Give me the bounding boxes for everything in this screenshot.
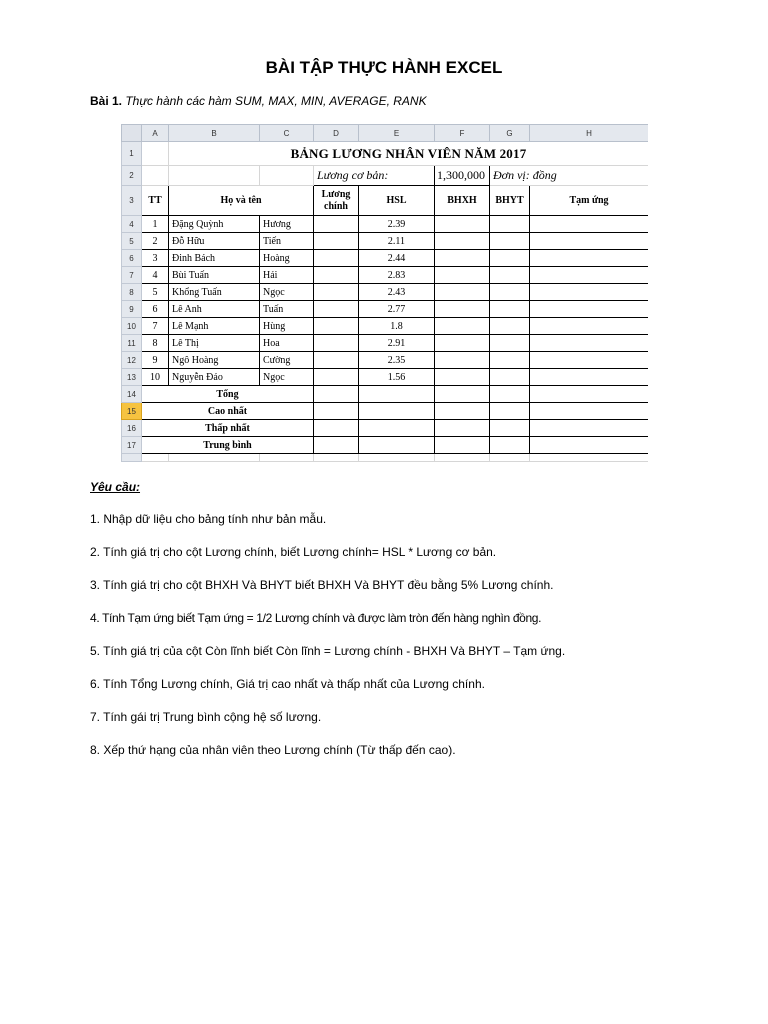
summary-cell[interactable] [490,386,530,403]
cell-main-salary[interactable] [314,352,359,369]
cell-last-name[interactable]: Bùi Tuấn [169,267,260,284]
row-number[interactable]: 8 [122,284,142,301]
sheet-row-1 [122,142,649,166]
cell-last-name[interactable]: Nguyễn Đảo [169,369,260,386]
summary-cell[interactable] [490,437,530,454]
table-row [122,284,649,301]
summary-row-total [122,386,649,403]
table-row [122,216,649,233]
cell-bhyt[interactable] [490,335,530,352]
table-row [122,369,649,386]
summary-cell[interactable] [314,403,359,420]
summary-cell[interactable] [314,386,359,403]
cell-bhyt[interactable] [490,267,530,284]
cell-main-salary[interactable] [314,318,359,335]
requirement-item: 1. Nhập dữ liệu cho bảng tính như bản mẫu. [90,512,327,526]
summary-cell[interactable] [435,386,490,403]
sheet-row-partial [122,454,649,462]
summary-row-min [122,420,649,437]
table-row [122,335,649,352]
summary-cell[interactable] [314,420,359,437]
requirement-item: 3. Tính giá trị cho cột BHXH Và BHYT biết BHXH Và BHYT đều bằng 5% Lương chính. [90,578,554,592]
row-number[interactable]: 2 [122,166,142,186]
requirement-item: 7. Tính gái trị Trung bình cộng hệ số lương. [90,710,322,724]
header-bhxh[interactable]: BHXH [435,186,490,216]
summary-cell[interactable] [530,403,649,420]
summary-cell[interactable] [359,386,435,403]
summary-cell[interactable] [359,403,435,420]
cell-hsl[interactable]: 2.44 [359,250,435,267]
summary-cell[interactable] [490,403,530,420]
cell-bhxh[interactable] [435,301,490,318]
cell-first-name[interactable]: Tiến [260,233,314,250]
row-number[interactable]: 12 [122,352,142,369]
col-header-b[interactable]: B [169,125,260,142]
row-number[interactable]: 4 [122,216,142,233]
summary-cell[interactable] [530,386,649,403]
header-bhyt[interactable]: BHYT [490,186,530,216]
summary-cell[interactable] [359,437,435,454]
table-row [122,267,649,284]
cell-advance[interactable] [530,250,649,267]
cell-tt[interactable]: 2 [142,233,169,250]
cell-bhxh[interactable] [435,250,490,267]
table-row [122,250,649,267]
requirement-item: 2. Tính giá trị cho cột Lương chính, biết Lương chính= HSL * Lương cơ bản. [90,545,497,559]
col-header-e[interactable]: E [359,125,435,142]
sheet-title[interactable]: BẢNG LƯƠNG NHÂN VIÊN NĂM 2017 [169,142,649,166]
cell-last-name[interactable]: Lê Mạnh [169,318,260,335]
header-name[interactable]: Họ và tên [169,186,314,216]
spreadsheet-image [121,124,648,462]
summary-label[interactable]: Trung bình [142,437,314,454]
cell-advance[interactable] [530,318,649,335]
cell-bhyt[interactable] [490,369,530,386]
table-row [122,233,649,250]
cell-last-name[interactable]: Ngô Hoàng [169,352,260,369]
summary-cell[interactable] [530,420,649,437]
summary-cell[interactable] [490,420,530,437]
cell-advance[interactable] [530,216,649,233]
cell-last-name[interactable]: Đinh Bách [169,250,260,267]
row-number[interactable]: 3 [122,186,142,216]
sheet-row-2 [122,166,649,186]
base-salary-label[interactable]: Lương cơ bản: [314,166,435,186]
column-header-row [122,125,649,142]
cell-bhyt[interactable] [490,216,530,233]
row-number[interactable]: 7 [122,267,142,284]
row-number[interactable]: 14 [122,386,142,403]
table-row [122,352,649,369]
col-header-f[interactable]: F [435,125,490,142]
cell-advance[interactable] [530,352,649,369]
cell-bhxh[interactable] [435,335,490,352]
cell-first-name[interactable]: Hoa [260,335,314,352]
requirements-heading: Yêu cầu: [90,480,141,494]
cell-tt[interactable]: 1 [142,216,169,233]
cell-bhxh[interactable] [435,318,490,335]
cell-main-salary[interactable] [314,267,359,284]
cell-last-name[interactable]: Khổng Tuấn [169,284,260,301]
cell-first-name[interactable]: Ngọc [260,284,314,301]
cell-hsl[interactable]: 2.91 [359,335,435,352]
row-number[interactable]: 13 [122,369,142,386]
row-number[interactable]: 9 [122,301,142,318]
cell-hsl[interactable]: 1.56 [359,369,435,386]
cell-last-name[interactable]: Đặng Quỳnh [169,216,260,233]
cell-first-name[interactable]: Hùng [260,318,314,335]
cell-bhyt[interactable] [490,352,530,369]
cell-last-name[interactable]: Lê Anh [169,301,260,318]
base-salary-value[interactable]: 1,300,000 [435,166,490,186]
cell-first-name[interactable]: Hải [260,267,314,284]
summary-label[interactable]: Cao nhất [142,403,314,420]
row-number[interactable] [122,454,142,462]
cell-last-name[interactable]: Lê Thị [169,335,260,352]
cell-first-name[interactable]: Ngọc [260,369,314,386]
summary-cell[interactable] [435,403,490,420]
header-hsl[interactable]: HSL [359,186,435,216]
summary-row-max [122,403,649,420]
col-header-c[interactable]: C [260,125,314,142]
cell-tt[interactable]: 10 [142,369,169,386]
cell-advance[interactable] [530,369,649,386]
cell-first-name[interactable]: Cường [260,352,314,369]
header-tt[interactable]: TT [142,186,169,216]
summary-cell[interactable] [314,437,359,454]
cell-advance[interactable] [530,233,649,250]
cell-hsl[interactable]: 2.83 [359,267,435,284]
cell-hsl[interactable]: 2.35 [359,352,435,369]
cell-hsl[interactable]: 1.8 [359,318,435,335]
header-main-salary[interactable]: Lương chính [314,186,359,216]
cell-first-name[interactable]: Hương [260,216,314,233]
unit-label[interactable]: Đơn vị: đồng [490,166,649,186]
cell-last-name[interactable]: Đỗ Hữu [169,233,260,250]
cell-bhxh[interactable] [435,352,490,369]
cell-bhxh[interactable] [435,284,490,301]
cell-main-salary[interactable] [314,233,359,250]
exercise-text: Thực hành các hàm SUM, MAX, MIN, AVERAGE, RANK [122,94,427,108]
cell-tt[interactable]: 4 [142,267,169,284]
cell-first-name[interactable]: Tuấn [260,301,314,318]
summary-label[interactable]: Thấp nhất [142,420,314,437]
cell-main-salary[interactable] [314,250,359,267]
row-number[interactable]: 17 [122,437,142,454]
cell-first-name[interactable]: Hoàng [260,250,314,267]
row-number[interactable]: 16 [122,420,142,437]
cell-tt[interactable]: 3 [142,250,169,267]
row-number[interactable]: 11 [122,335,142,352]
exercise-line [90,94,427,108]
select-all-corner[interactable] [122,125,142,142]
summary-cell[interactable] [359,420,435,437]
cell-main-salary[interactable] [314,284,359,301]
exercise-label: Bài 1. [90,94,123,108]
summary-row-average [122,437,649,454]
sheet-row-3 [122,186,649,216]
cell-tt[interactable]: 6 [142,301,169,318]
cell-advance[interactable] [530,284,649,301]
document-title: BÀI TẬP THỰC HÀNH EXCEL [265,58,503,77]
table-row [122,301,649,318]
cell-main-salary[interactable] [314,216,359,233]
cell-tt[interactable]: 9 [142,352,169,369]
cell-bhxh[interactable] [435,233,490,250]
requirement-item: 4. Tính Tạm ứng biết Tạm ứng = 1/2 Lương chính và được làm tròn đến hàng nghìn đồng. [90,611,542,625]
cell-advance[interactable] [530,335,649,352]
cell-hsl[interactable]: 2.43 [359,284,435,301]
cell-hsl[interactable]: 2.39 [359,216,435,233]
cell-bhyt[interactable] [490,233,530,250]
col-header-g[interactable]: G [490,125,530,142]
cell-main-salary[interactable] [314,335,359,352]
summary-cell[interactable] [435,437,490,454]
cell-main-salary[interactable] [314,301,359,318]
salary-sheet [121,124,648,462]
cell-advance[interactable] [530,267,649,284]
cell-bhxh[interactable] [435,216,490,233]
requirement-item: 8. Xếp thứ hạng của nhân viên theo Lương chính (Từ thấp đến cao). [90,743,456,757]
cell-tt[interactable]: 5 [142,284,169,301]
cell-advance[interactable] [530,301,649,318]
cell-bhxh[interactable] [435,369,490,386]
cell-hsl[interactable]: 2.11 [359,233,435,250]
row-number[interactable]: 6 [122,250,142,267]
requirement-item: 6. Tính Tổng Lương chính, Giá trị cao nhất và thấp nhất của Lương chính. [90,677,485,691]
cell-bhxh[interactable] [435,267,490,284]
summary-cell[interactable] [435,420,490,437]
summary-cell[interactable] [530,437,649,454]
cell-bhyt[interactable] [490,284,530,301]
cell-bhyt[interactable] [490,318,530,335]
cell-bhyt[interactable] [490,301,530,318]
summary-label[interactable]: Tổng [142,386,314,403]
header-advance[interactable]: Tạm ứng [530,186,649,216]
requirement-item: 5. Tính giá trị của cột Còn lĩnh biết Còn lĩnh = Lương chính - BHXH Và BHYT – Tạm ứng. [90,644,566,658]
table-row [122,318,649,335]
cell-tt[interactable]: 8 [142,335,169,352]
cell-hsl[interactable]: 2.77 [359,301,435,318]
row-number[interactable]: 15 [122,403,142,420]
cell-main-salary[interactable] [314,369,359,386]
col-header-h[interactable]: H [530,125,649,142]
row-number[interactable]: 1 [122,142,142,166]
cell-tt[interactable]: 7 [142,318,169,335]
row-number[interactable]: 10 [122,318,142,335]
col-header-d[interactable]: D [314,125,359,142]
cell-bhyt[interactable] [490,250,530,267]
row-number[interactable]: 5 [122,233,142,250]
col-header-a[interactable]: A [142,125,169,142]
